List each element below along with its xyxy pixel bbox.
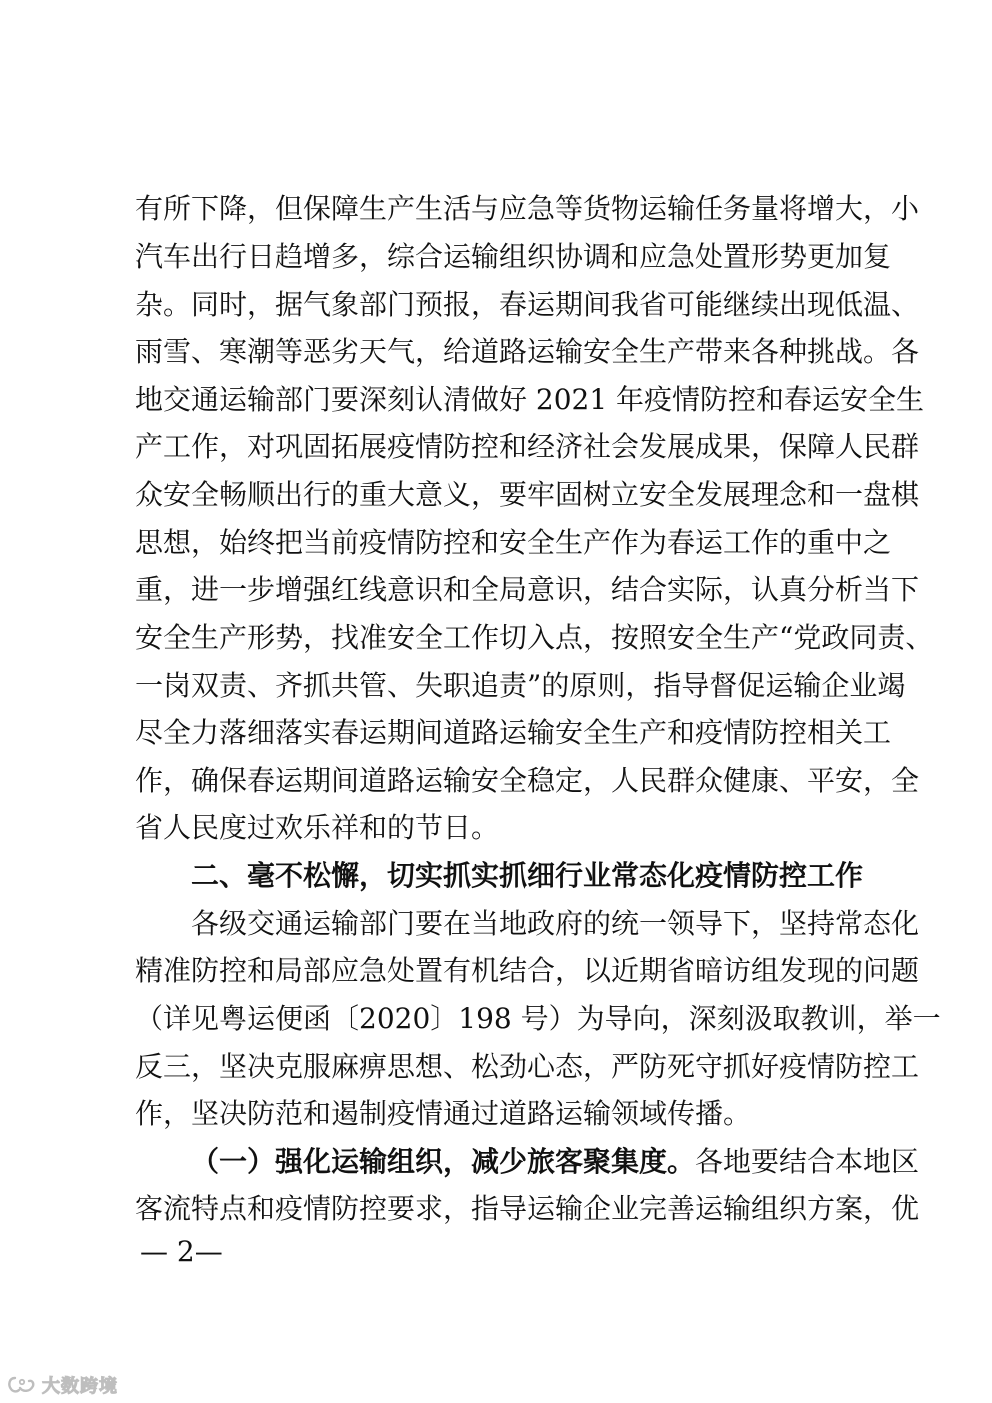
text-line: 反三，坚决克服麻痹思想、松劲心态，严防死守抓好疫情防控工 bbox=[135, 1050, 920, 1083]
page-number: — 2— bbox=[140, 1235, 223, 1268]
subsection-title: （一）强化运输组织，减少旅客聚集度。 bbox=[191, 1145, 696, 1178]
watermark-text: 大数跨境 bbox=[42, 1376, 118, 1397]
text-line: 雨雪、寒潮等恶劣天气，给道路运输安全生产带来各种挑战。各 bbox=[135, 335, 920, 368]
text-line: 思想，始终把当前疫情防控和安全生产作为春运工作的重中之 bbox=[135, 526, 892, 559]
text-line: 地交通运输部门要深刻认清做好 2021 年疫情防控和春运安全生 bbox=[135, 383, 925, 416]
text-line: 一岗双责、齐抓共管、失职追责”的原则，指导督促运输企业竭 bbox=[135, 669, 906, 702]
text-line: 各级交通运输部门要在当地政府的统一领导下，坚持常态化 bbox=[191, 907, 920, 940]
watermark bbox=[6, 1372, 118, 1398]
text-line: 客流特点和疫情防控要求，指导运输企业完善运输组织方案，优 bbox=[135, 1192, 920, 1225]
text-line: 有所下降，但保障生产生活与应急等货物运输任务量将增大，小 bbox=[135, 192, 920, 225]
text-line: （详见粤运便函〔2020〕198 号）为导向，深刻汲取教训，举一 bbox=[135, 1002, 941, 1035]
text-line: 重，进一步增强红线意识和全局意识，结合实际，认真分析当下 bbox=[135, 573, 920, 606]
text-line: 尽全力落细落实春运期间道路运输安全生产和疫情防控相关工 bbox=[135, 716, 892, 749]
text-line: 安全生产形势，找准安全工作切入点，按照安全生产“党政同责、 bbox=[135, 621, 934, 654]
text-line: 精准防控和局部应急处置有机结合，以近期省暗访组发现的问题 bbox=[135, 954, 920, 987]
logo-icon bbox=[6, 1374, 36, 1396]
text-line bbox=[191, 1145, 920, 1179]
text-line: 产工作，对巩固拓展疫情防控和经济社会发展成果，保障人民群 bbox=[135, 430, 920, 463]
text-line: 作，坚决防范和遏制疫情通过道路运输领域传播。 bbox=[135, 1097, 752, 1130]
text-line: 作，确保春运期间道路运输安全稳定，人民群众健康、平安，全 bbox=[135, 764, 920, 797]
section-heading: 二、毫不松懈，切实抓实抓细行业常态化疫情防控工作 bbox=[191, 859, 864, 892]
text-line: 省人民度过欢乐祥和的节日。 bbox=[135, 811, 500, 844]
text-line: 众安全畅顺出行的重大意义，要牢固树立安全发展理念和一盘棋 bbox=[135, 478, 920, 511]
text-line: 杂。同时，据气象部门预报，春运期间我省可能继续出现低温、 bbox=[135, 288, 920, 321]
subsection-text: 各地要结合本地区 bbox=[695, 1145, 920, 1178]
text-line: 汽车出行日趋增多，综合运输组织协调和应急处置形势更加复 bbox=[135, 240, 892, 273]
